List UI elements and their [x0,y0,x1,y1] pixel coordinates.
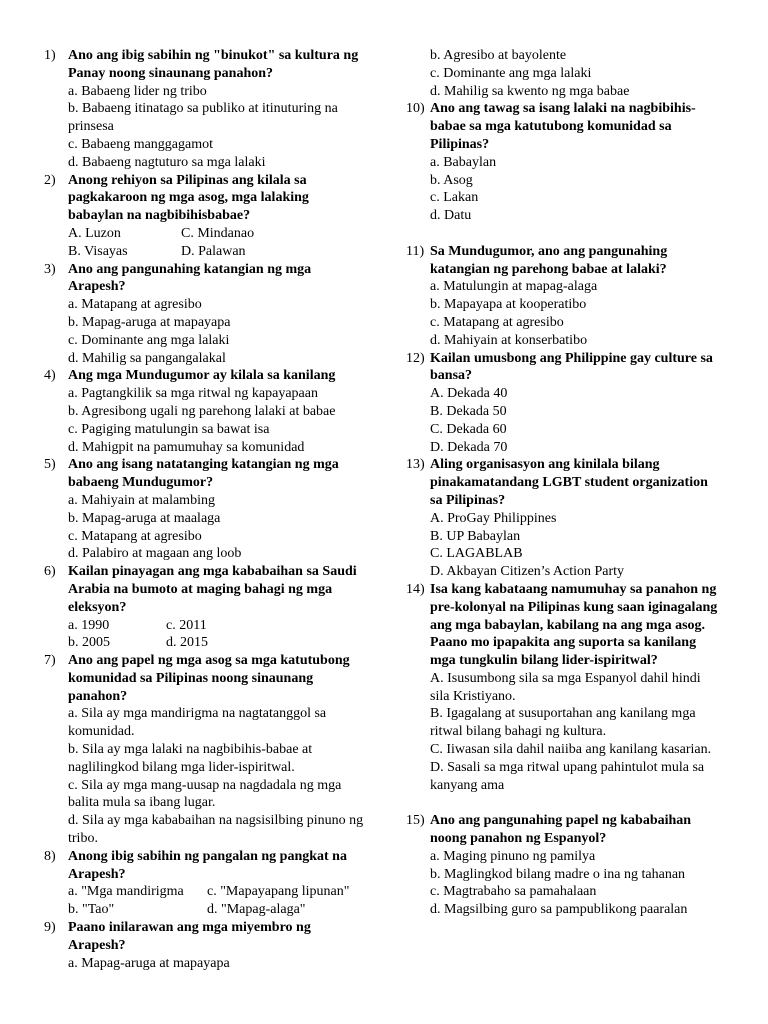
question-number: 14) [406,581,425,597]
option-d: d. Magsilbing guro sa pampublikong paaralan [430,902,688,918]
option-a: a. Matulungin at mapag-alaga [430,279,598,295]
option-c: c. Sila ay mga mang-uusap na nagdadala ng mga balita mula sa ibang lugar. [68,777,342,811]
question-number: 9) [44,920,56,936]
option-d: d. Mahiyain at konserbatibo [430,332,588,348]
question-number: 13) [406,457,425,473]
question-text: Kailan umusbong ang Philippine gay culture sa bansa? [430,350,713,384]
question-number: 12) [406,350,425,366]
option-a: a. Mahiyain at malambing [68,492,215,508]
question-number: 1) [44,48,56,63]
question-15 [406,812,722,919]
option-d: d. 2015 [166,635,208,651]
option-d: D. Akbayan Citizen’s Action Party [430,564,625,580]
question-number: 15) [406,813,425,829]
option-a: A. Isusumbong sila sa mga Espanyol dahil hindi sila Kristiyano. [430,670,701,704]
question-text: Paano inilarawan ang mga miyembro ng Arapesh? [68,920,311,953]
question-number: 2) [44,172,56,188]
question-7 [44,652,364,848]
option-c: c. Lakan [430,190,479,206]
question-9-continued [406,47,722,100]
question-number: 11) [406,243,425,259]
option-c: c. Magtrabaho sa pamahalaan [430,884,597,900]
question-4 [44,367,364,456]
question-text: Isa kang kabataang namumuhay sa panahon ng pre-kolonyal na Pilipinas kung saan iginagalang ang mga babaylan, kabilang na ang mga asog. Paano mo ipapakita ang suporta sa kanilang mga tungkulin bilang lider-ispiritwal? [430,581,718,669]
options-grid [68,883,364,919]
question-9 [44,919,364,972]
option-a: a. 1990 [68,617,110,633]
question-number: 4) [44,368,56,384]
question-text: Ano ang pangunahing papel ng kababaihan noong panahon ng Espanyol? [430,813,692,847]
option-d: d. Mahilig sa kwento ng mga babae [430,83,630,99]
question-12 [406,350,722,457]
question-text: Anong ibig sabihin ng pangalan ng pangkat na Arapesh? [68,848,347,882]
question-13 [406,456,722,581]
option-c: c. Matapang at agresibo [68,528,202,544]
option-a: a. Pagtangkilik sa mga ritwal ng kapayapaan [68,386,318,402]
question-number: 6) [44,564,56,580]
option-b: B. Visayas [68,243,128,259]
option-d: d. Mahigpit na pamumuhay sa komunidad [68,439,305,455]
blank-line [406,794,722,812]
option-b: b. Mapayapa at kooperatibo [430,297,587,313]
options-grid [68,617,364,653]
option-a: a. Babaeng lider ng tribo [68,83,207,99]
option-b: b. Sila ay mga lalaki na nagbibihis-babae at naglilingkod bilang mga lider-ispiritwal. [68,742,313,775]
option-a: a. Mapag-aruga at mapayapa [68,955,230,971]
question-11 [406,243,722,350]
option-a: A. Dekada 40 [430,386,508,402]
option-c: c. Dominante ang mga lalaki [68,332,230,348]
option-b: B. Igagalang at susuportahan ang kanilang mga ritwal bilang bahagi ng kultura. [430,706,696,740]
option-c: c. Babaeng manggagamot [68,136,214,152]
question-text: Anong rehiyon sa Pilipinas ang kilala sa pagkakaroon ng mga asog, mga lalaking babaylan na nagbibihisbabae? [68,172,309,224]
option-d: d. "Mapag-alaga" [207,902,306,918]
option-b: b. Mapag-aruga at mapayapa [68,314,231,330]
option-a: A. ProGay Philippines [430,510,557,526]
question-text: Ano ang ibig sabihin ng "binukot" sa kultura ng Panay noong sinaunang panahon? [68,48,359,81]
option-b: b. Asog [430,172,473,188]
question-number: 5) [44,457,56,473]
option-a: a. Matapang at agresibo [68,297,202,313]
question-number: 10) [406,101,425,117]
option-b: B. Dekada 50 [430,403,507,419]
question-text: Sa Mundugumor, ano ang pangunahing katangian ng parehong babae at lalaki? [430,243,668,277]
option-c: c. 2011 [166,617,207,633]
question-10 [406,100,722,225]
option-d: d. Datu [430,208,472,224]
question-1 [44,47,364,172]
option-b: b. Maglingkod bilang madre o ina ng tahanan [430,866,686,882]
question-text: Ano ang papel ng mga asog sa mga katutubong komunidad sa Pilipinas noong sinaunang panahon? [68,653,350,704]
option-b: b. Mapag-aruga at maalaga [68,510,221,526]
option-b: b. "Tao" [68,902,115,918]
question-number: 7) [44,653,56,669]
question-3 [44,261,364,368]
right-column [406,47,722,919]
options-grid [68,225,364,261]
option-c: C. Mindanao [181,225,255,241]
option-a: a. Babaylan [430,154,497,170]
question-2 [44,172,364,261]
option-a: a. Sila ay mga mandirigma na nagtatanggol sa komunidad. [68,706,327,740]
option-b: b. Agresibong ugali ng parehong lalaki at babae [68,403,336,419]
option-c: c. "Mapayapang lipunan" [207,884,350,900]
option-d: D. Palawan [181,243,246,259]
option-c: c. Matapang at agresibo [430,314,564,330]
question-text: Ano ang pangunahing katangian ng mga Arapesh? [68,261,312,295]
question-text: Ano ang isang natatanging katangian ng mga babaeng Mundugumor? [68,457,339,491]
question-number: 3) [44,261,56,277]
question-text: Ano ang tawag sa isang lalaki na nagbibihis-babae sa mga katutubong komunidad sa Pilipinas? [430,101,696,152]
question-8 [44,848,364,919]
option-a: a. "Mga mandirigma [68,884,184,900]
option-c: c. Pagiging matulungin sa bawat isa [68,421,270,437]
question-5 [44,456,364,563]
blank-line [406,225,722,243]
option-c: c. Dominante ang mga lalaki [430,65,592,81]
option-b: b. Agresibo at bayolente [430,48,567,63]
question-6 [44,563,364,652]
option-d: d. Sila ay mga kababaihan na nagsisilbing pinuno ng tribo. [68,813,364,847]
question-text: Kailan pinayagan ang mga kababaihan sa Saudi Arabia na bumoto at maging bahagi ng mga eleksyon? [68,564,357,615]
left-column [44,47,364,972]
option-b: B. UP Babaylan [430,528,521,544]
option-d: d. Mahilig sa pangangalakal [68,350,226,366]
question-text: Ang mga Mundugumor ay kilala sa kanilang [68,368,336,384]
question-text: Aling organisasyon ang kinilala bilang pinakamatandang LGBT student organization sa Pilipinas? [430,457,708,508]
question-14 [406,581,722,795]
option-d: D. Dekada 70 [430,439,508,455]
question-number: 8) [44,848,56,864]
option-a: A. Luzon [68,225,121,241]
option-c: C. Iiwasan sila dahil naiiba ang kanilang kasarian. [430,742,712,758]
option-c: C. Dekada 60 [430,421,507,437]
option-d: d. Palabiro at magaan ang loob [68,546,242,562]
option-b: b. Babaeng itinatago sa publiko at itinuturing na prinsesa [68,101,338,135]
option-b: b. 2005 [68,635,110,651]
option-d: D. Sasali sa mga ritwal upang pahintulot mula sa kanyang ama [430,759,705,793]
option-c: C. LAGABLAB [430,546,523,562]
option-d: d. Babaeng nagtuturo sa mga lalaki [68,154,266,170]
option-a: a. Maging pinuno ng pamilya [430,848,596,864]
